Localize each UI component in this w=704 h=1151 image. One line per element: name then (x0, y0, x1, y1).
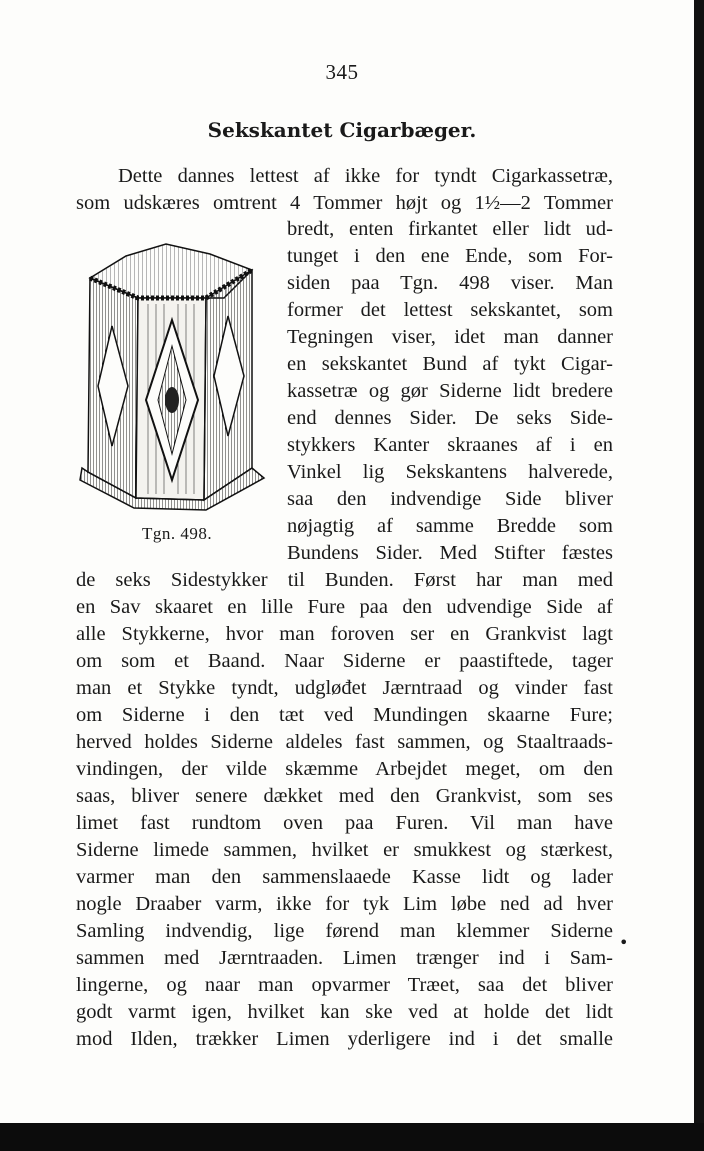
text-line: Siderne limede sammen, hvilket er smukkest og stærkest, (76, 839, 613, 861)
text-line: en Sav skaaret en lille Fure paa den udvendige Side af (76, 596, 613, 618)
text-line: Vinkel lig Sekskantens halverede, (287, 461, 613, 483)
text-line: former det lettest sekskantet, som (287, 299, 613, 321)
text-line: sammen med Jærntraaden. Limen trænger ind i Sam- (76, 947, 613, 969)
stray-ink-mark: • (619, 933, 629, 952)
text-line: de seks Sidestykker til Bunden. Først har man med (76, 569, 613, 591)
text-line: kassetræ og gør Siderne lidt bredere (287, 380, 613, 402)
text-line: man et Stykke tyndt, udgløđet Jærntraad og vinder fast (76, 677, 613, 699)
text-line: end dennes Sider. De seks Side- (287, 407, 613, 429)
text-line: som udskæres omtrent 4 Tommer højt og 1½—2 Tommer (76, 192, 613, 214)
text-line: alle Stykkerne, hvor man foroven ser en Grankvist lagt (76, 623, 613, 645)
figure-caption: Tgn. 498. (142, 524, 213, 543)
text-line: en sekskantet Bund af tykt Cigar- (287, 353, 613, 375)
text-line: herved holdes Siderne aldeles fast sammen, og Staaltraads- (76, 731, 613, 753)
text-line: nøjagtig af samme Bredde som (287, 515, 613, 537)
text-line: lingerne, og naar man opvarmer Træet, saa det bliver (76, 974, 613, 996)
text-line: mod Ilden, trækker Limen yderligere ind i det smalle (76, 1028, 613, 1050)
scan-edge-bottom (0, 1123, 704, 1151)
text-line: bredt, enten firkantet eller lidt ud- (287, 218, 613, 240)
text-line: Tegningen viser, idet man danner (287, 326, 613, 348)
text-line: vindingen, der vilde skæmme Arbejdet meget, om den (76, 758, 613, 780)
text-line: siden paa Tgn. 498 viser. Man (287, 272, 613, 294)
text-line: om Siderne i den tæt ved Mundingen skaarne Fure; (76, 704, 613, 726)
text-line: stykkers Kanter skraanes af i en (287, 434, 613, 456)
text-line: om som et Baand. Naar Siderne er paastiftede, tager (76, 650, 613, 672)
text-line: saas, bliver senere dækket med den Grankvist, som ses (76, 785, 613, 807)
text-line: varmer man den sammenslaaede Kasse lidt og lader (76, 866, 613, 888)
scan-edge-right (694, 0, 704, 1151)
text-line: godt varmt igen, hvilket kan ske ved at holde det lidt (76, 1001, 613, 1023)
text-line: Samling indvendig, lige førend man klemmer Siderne (76, 920, 613, 942)
text-line: nogle Draaber varm, ikke for tyk Lim løbe ned ad hver (76, 893, 613, 915)
text-line: limet fast rundtom oven paa Furen. Vil man have (76, 812, 613, 834)
text-line: Bundens Sider. Med Stifter fæstes (287, 542, 613, 564)
hexagonal-cigar-cup-illustration (78, 236, 270, 512)
text-line: Dette dannes lettest af ikke for tyndt Cigarkassetræ, (118, 165, 613, 187)
text-line: saa den indvendige Side bliver (287, 488, 613, 510)
text-line: tunget i den ene Ende, som For- (287, 245, 613, 267)
section-title: Sekskantet Cigarbæger. (207, 118, 477, 142)
page-number: 345 (325, 60, 359, 84)
